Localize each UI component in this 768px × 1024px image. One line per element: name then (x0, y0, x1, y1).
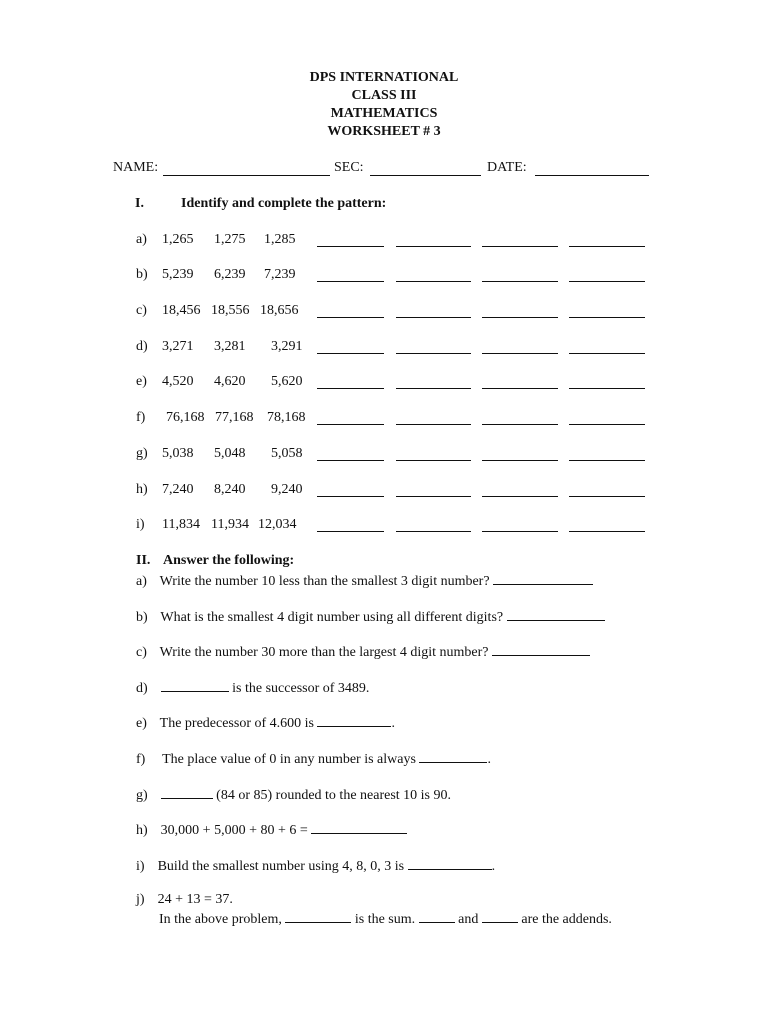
question-i (136, 857, 495, 875)
pattern-blank-4[interactable] (569, 281, 645, 282)
pattern-blank-3[interactable] (482, 460, 558, 461)
answer-blank[interactable] (507, 608, 605, 621)
pattern-label: b) (136, 267, 148, 282)
pattern-blank-3[interactable] (482, 496, 558, 497)
pattern-blank-3[interactable] (482, 531, 558, 532)
question-text: is the successor of 3489. (232, 681, 370, 696)
question-text: is the sum. (354, 912, 416, 927)
sum-blank[interactable] (285, 910, 351, 923)
worksheet-title: WORKSHEET # 3 (327, 124, 441, 139)
section1-numeral: I. (135, 196, 144, 211)
question-label: e) (136, 716, 147, 731)
pattern-blank-2[interactable] (396, 353, 471, 354)
question-label: g) (136, 788, 148, 803)
section2-title: Answer the following: (163, 553, 295, 568)
pattern-blank-4[interactable] (569, 317, 645, 318)
question-label: f) (136, 752, 146, 767)
pattern-number-3: 78,168 (267, 410, 306, 425)
pattern-number-1: 5,239 (162, 267, 194, 282)
pattern-blank-1[interactable] (317, 246, 384, 247)
pattern-number-3: 12,034 (258, 517, 297, 532)
subject-title: MATHEMATICS (330, 106, 438, 121)
question-j (136, 892, 233, 908)
pattern-blank-2[interactable] (396, 424, 471, 425)
question-text: In the above problem, (159, 912, 282, 927)
pattern-number-1: 3,271 (162, 339, 194, 354)
pattern-blank-1[interactable] (317, 496, 384, 497)
question-h (136, 821, 407, 839)
answer-blank[interactable] (492, 643, 590, 656)
pattern-blank-2[interactable] (396, 246, 471, 247)
answer-blank[interactable] (317, 714, 391, 727)
question-text: are the addends. (521, 912, 612, 927)
question-text: 30,000 + 5,000 + 80 + 6 = (160, 823, 308, 838)
pattern-number-3: 9,240 (271, 482, 303, 497)
pattern-number-3: 3,291 (271, 339, 303, 354)
question-e (136, 714, 395, 732)
school-title: DPS INTERNATIONAL (309, 70, 459, 85)
pattern-label: c) (136, 303, 147, 318)
question-text-end: . (487, 752, 491, 767)
pattern-number-1: 1,265 (162, 232, 194, 247)
pattern-label: h) (136, 482, 148, 497)
question-label: j) (136, 892, 145, 907)
pattern-number-3: 5,058 (271, 446, 303, 461)
pattern-number-1: 18,456 (162, 303, 201, 318)
pattern-blank-4[interactable] (569, 531, 645, 532)
class-title: CLASS III (351, 88, 417, 103)
section2-numeral: II. (136, 553, 151, 568)
pattern-label: d) (136, 339, 148, 354)
pattern-number-3: 5,620 (271, 374, 303, 389)
pattern-blank-4[interactable] (569, 246, 645, 247)
name-label: NAME: (113, 160, 159, 175)
pattern-label: f) (136, 410, 146, 425)
pattern-blank-2[interactable] (396, 317, 471, 318)
question-label: i) (136, 859, 145, 874)
pattern-blank-3[interactable] (482, 281, 558, 282)
sec-blank[interactable] (370, 175, 481, 176)
pattern-number-2: 77,168 (215, 410, 254, 425)
pattern-blank-4[interactable] (569, 424, 645, 425)
pattern-blank-1[interactable] (317, 317, 384, 318)
question-equation: 24 + 13 = 37. (157, 892, 233, 907)
pattern-blank-2[interactable] (396, 531, 471, 532)
pattern-label: a) (136, 232, 147, 247)
pattern-number-3: 18,656 (260, 303, 299, 318)
pattern-number-2: 8,240 (214, 482, 246, 497)
pattern-blank-1[interactable] (317, 531, 384, 532)
pattern-blank-1[interactable] (317, 460, 384, 461)
question-text: Write the number 10 less than the smallest 3 digit number? (159, 574, 490, 589)
question-g (136, 786, 451, 804)
answer-blank[interactable] (161, 786, 213, 799)
question-label: c) (136, 645, 147, 660)
pattern-blank-1[interactable] (317, 424, 384, 425)
pattern-blank-3[interactable] (482, 353, 558, 354)
question-text: What is the smallest 4 digit number using all different digits? (160, 610, 504, 625)
question-text: and (458, 912, 479, 927)
pattern-number-1: 76,168 (166, 410, 205, 425)
pattern-label: g) (136, 446, 148, 461)
pattern-number-2: 4,620 (214, 374, 246, 389)
name-blank[interactable] (163, 175, 330, 176)
pattern-blank-1[interactable] (317, 281, 384, 282)
pattern-blank-3[interactable] (482, 388, 558, 389)
pattern-label: e) (136, 374, 147, 389)
question-c (136, 643, 590, 661)
question-text-end: . (391, 716, 395, 731)
pattern-label: i) (136, 517, 145, 532)
addend-blank-2[interactable] (482, 910, 518, 923)
section1-title: Identify and complete the pattern: (181, 196, 387, 211)
pattern-number-2: 6,239 (214, 267, 246, 282)
pattern-blank-1[interactable] (317, 388, 384, 389)
pattern-blank-1[interactable] (317, 353, 384, 354)
question-j-continuation (159, 910, 612, 928)
pattern-number-2: 1,275 (214, 232, 246, 247)
pattern-number-1: 11,834 (162, 517, 200, 532)
addend-blank-1[interactable] (419, 910, 455, 923)
question-label: h) (136, 823, 148, 838)
pattern-number-2: 11,934 (211, 517, 249, 532)
pattern-number-2: 5,048 (214, 446, 246, 461)
pattern-number-1: 4,520 (162, 374, 194, 389)
question-text: (84 or 85) rounded to the nearest 10 is 90. (216, 788, 452, 803)
pattern-blank-3[interactable] (482, 317, 558, 318)
pattern-blank-4[interactable] (569, 388, 645, 389)
question-label: a) (136, 574, 147, 589)
pattern-blank-4[interactable] (569, 353, 645, 354)
question-d (136, 679, 369, 697)
pattern-number-2: 18,556 (211, 303, 250, 318)
question-text: Write the number 30 more than the largest 4 digit number? (159, 645, 489, 660)
pattern-number-1: 7,240 (162, 482, 194, 497)
answer-blank[interactable] (161, 679, 229, 692)
pattern-number-2: 3,281 (214, 339, 246, 354)
pattern-number-3: 1,285 (264, 232, 296, 247)
question-text: Build the smallest number using 4, 8, 0, 3 is (157, 859, 405, 874)
sec-label: SEC: (334, 160, 364, 175)
pattern-blank-2[interactable] (396, 281, 471, 282)
question-text: The place value of 0 in any number is always (162, 752, 416, 767)
pattern-blank-2[interactable] (396, 388, 471, 389)
pattern-blank-4[interactable] (569, 496, 645, 497)
question-f (136, 750, 491, 768)
question-a (136, 572, 593, 590)
answer-blank[interactable] (493, 572, 593, 585)
pattern-number-3: 7,239 (264, 267, 296, 282)
answer-blank[interactable] (419, 750, 487, 763)
date-label: DATE: (487, 160, 527, 175)
answer-blank[interactable] (408, 857, 492, 870)
question-label: b) (136, 610, 148, 625)
pattern-blank-3[interactable] (482, 246, 558, 247)
question-label: d) (136, 681, 148, 696)
question-text-end: . (491, 859, 496, 874)
pattern-blank-2[interactable] (396, 460, 471, 461)
pattern-number-1: 5,038 (162, 446, 194, 461)
question-b (136, 608, 605, 626)
date-blank[interactable] (535, 175, 649, 176)
pattern-blank-2[interactable] (396, 496, 471, 497)
pattern-blank-4[interactable] (569, 460, 645, 461)
question-text: The predecessor of 4.600 is (159, 716, 314, 731)
pattern-blank-3[interactable] (482, 424, 558, 425)
answer-blank[interactable] (311, 821, 407, 834)
